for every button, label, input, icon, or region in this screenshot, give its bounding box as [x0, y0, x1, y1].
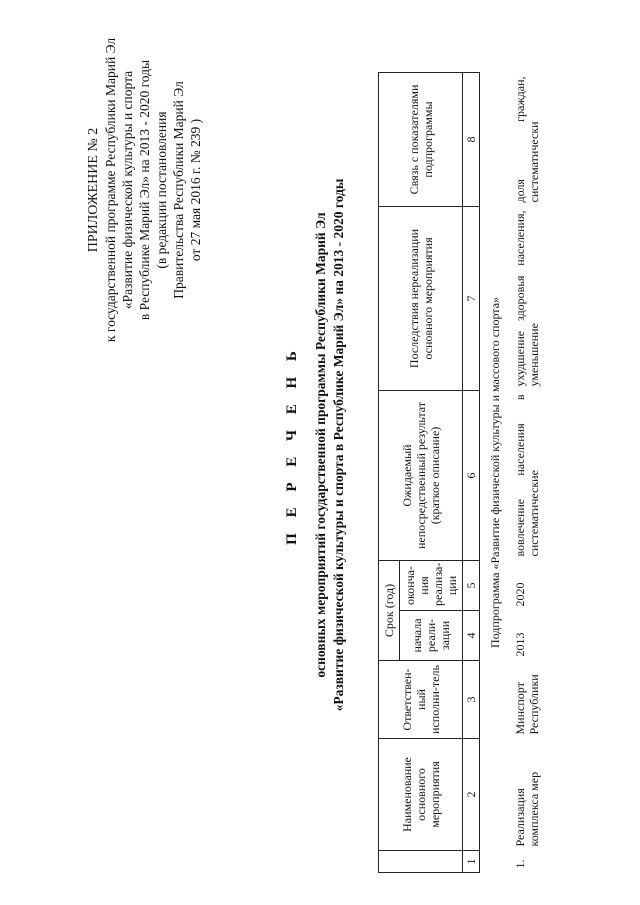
column-number: 1: [463, 851, 480, 873]
header-end: оконча-ния реализа-ции: [400, 561, 463, 611]
column-numbers-row: [463, 73, 480, 873]
header-result: Ожидаемый непосредственный результат (краткое описание): [379, 391, 463, 561]
row-name: Реализация комплекса мер: [513, 771, 541, 847]
appendix-line: Правительства Республики Марий Эл: [171, 81, 186, 299]
header-name: Наименование основного мероприятия: [379, 739, 463, 851]
appendix-line: в Республике Марий Эл» на 2013 - 2020 годы: [137, 59, 152, 321]
document-subtitle-program: «Развитие физической культуры и спорта в Республике Марий Эл» на 2013 - 2020 годы: [331, 178, 346, 712]
row-end-year: 2020: [513, 582, 527, 607]
subprogram-title: Подпрограмма «Развитие физической культуры и массового спорта»: [488, 296, 502, 649]
row-consequences: ухудшение здоровья населения, уменьшение: [513, 210, 541, 387]
header-consequences: Последствия нереализации основного мероприятия: [379, 207, 463, 391]
appendix-heading: ПРИЛОЖЕНИЕ № 2: [86, 127, 101, 253]
column-number: 7: [463, 207, 480, 391]
column-number: 3: [463, 661, 480, 739]
document-title: П Е Р Е Ч Е Н Ь: [284, 345, 300, 545]
column-number: 8: [463, 73, 480, 207]
appendix-block: [85, 25, 204, 355]
measures-table: [378, 72, 544, 873]
row-start-year: 2013: [513, 632, 527, 657]
appendix-line: «Развитие физической культуры и спорта: [120, 70, 135, 310]
appendix-line: от 27 мая 2016 г. № 239 ): [188, 118, 203, 262]
header-num: [379, 851, 463, 873]
title-block: [284, 45, 347, 845]
column-number: 6: [463, 391, 480, 561]
header-start: начала реали-зации: [400, 611, 463, 661]
header-responsible: Ответствен-ный исполни-тель: [379, 661, 463, 739]
row-responsible: Минспорт Республики: [513, 674, 541, 735]
row-number: 1.: [513, 859, 527, 869]
header-link: Связь с показателями подпрограммы: [379, 73, 463, 207]
table-header-row: [379, 73, 400, 873]
document-subtitle: основных мероприятий государственной программы Республики Марий Эл: [313, 212, 328, 678]
column-number: 4: [463, 611, 480, 661]
subprogram-row: [480, 73, 511, 873]
row-result: вовлечение населения в систематические: [513, 394, 541, 557]
header-term: Срок (год): [379, 561, 400, 661]
appendix-line: (в редакции постановления: [154, 111, 169, 269]
table-row: [510, 73, 544, 873]
appendix-line: к государственной программе Республики Марий Эл: [103, 37, 118, 343]
row-link: доля граждан, систематически: [513, 76, 541, 203]
column-number: 2: [463, 739, 480, 851]
column-number: 5: [463, 561, 480, 611]
